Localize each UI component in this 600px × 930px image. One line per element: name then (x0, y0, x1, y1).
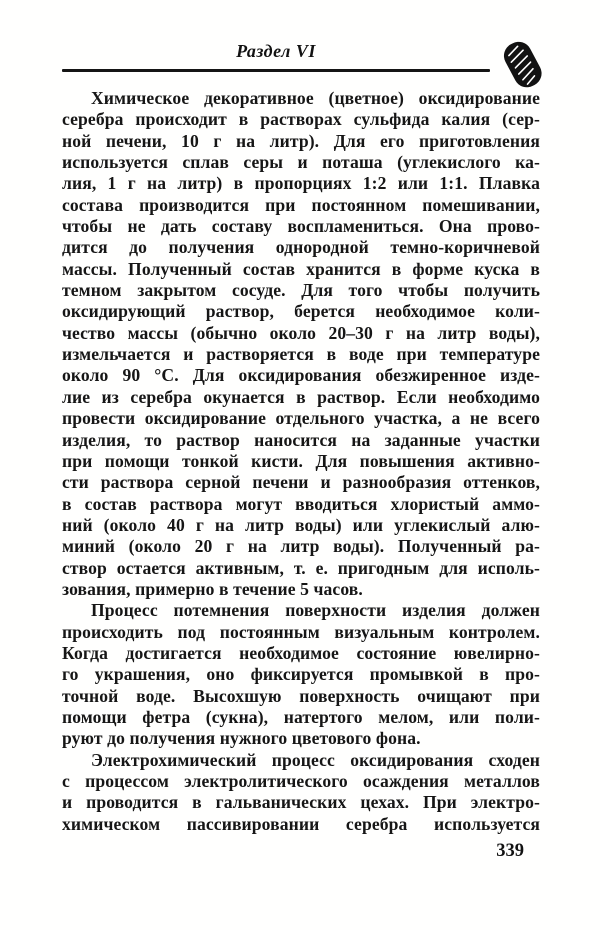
text-line: точной воде. Высохшую поверхность очищают при (62, 685, 540, 706)
text-line: состава производится при постоянном помешивании, (62, 194, 540, 215)
text-line: провести оксидирование отдельного участка, а не всего (62, 408, 540, 429)
text-line: Электрохимический процесс оксидирования сходен (91, 749, 540, 770)
text-line: ний (около 40 г на литр воды) или углекислый алю- (62, 514, 540, 535)
text-line: используется сплав серы и поташа (углекислого ка- (62, 152, 540, 173)
text-line: Когда достигается необходимое состояние ювелирно- (62, 642, 540, 663)
text-line: сти раствора серной печени и разнообразия оттенков, (62, 472, 540, 493)
text-line: лия, 1 г на литр) в пропорциях 1:2 или 1:1. Плавка (62, 173, 540, 194)
text-line: с процессом электролитического осаждения металлов (62, 771, 540, 791)
text-line: массы. Полученный состав хранится в форме куска в (62, 258, 540, 279)
text-line: Химическое декоративное (цветное) оксидирование (91, 88, 540, 108)
text-line: лие из серебра окунается в раствор. Если необходимо (62, 386, 540, 407)
text-line: оксидирующий раствор, берется необходимое коли- (62, 301, 540, 322)
text-line: чество массы (обычно около 20–30 г на литр воды), (62, 322, 540, 343)
text-line: помощи фетра (сукна), натертого мелом, или поли- (62, 706, 540, 727)
text-line: в состав раствора могут вводиться хлористый аммо- (62, 493, 540, 514)
text-line: при помощи тонкой кисти. Для повышения активно- (62, 450, 540, 471)
text-line: створ остается активным, т. е. пригодным для исполь- (62, 557, 540, 578)
text-line: и проводится в гальванических цехах. При электро- (62, 792, 540, 813)
text-line: миний (около 20 г на литр воды). Полученный ра- (62, 536, 540, 557)
text-line: Процесс потемнения поверхности изделия должен (91, 600, 540, 621)
text-line: руют до получения нужного цветового фона. (62, 728, 421, 749)
text-line: дится до получения однородной темно-коричневой (62, 237, 540, 258)
text-block (62, 88, 540, 835)
text-line: чтобы не дать составу воспламениться. Она прово- (62, 216, 540, 237)
running-head-section-title: Раздел VI (236, 41, 316, 61)
header-rule (62, 69, 490, 72)
text-line: зования, примерно в течение 5 часов. (62, 578, 363, 599)
text-line: происходить под постоянным визуальным контролем. (62, 621, 540, 642)
text-line: темном закрытом сосуде. Для того чтобы получить (62, 280, 540, 301)
text-line: измельчается и растворяется в воде при температуре (62, 344, 540, 365)
text-line: ной печени, 10 г на литр). Для его приготовления (62, 130, 540, 151)
text-line: химическом пассивировании серебра используется (62, 813, 540, 834)
text-line: около 90 °С. Для оксидирования обезжиренное изде- (62, 365, 540, 386)
text-line: серебра происходит в растворах сульфида калия (сер- (62, 109, 540, 130)
page-number: 339 (496, 841, 524, 861)
text-line: го украшения, оно фиксируется промывкой в про- (62, 664, 540, 685)
text-line: изделия, то раствор наносится на заданные участки (62, 429, 540, 450)
hallmark-stamp-icon (500, 40, 546, 90)
